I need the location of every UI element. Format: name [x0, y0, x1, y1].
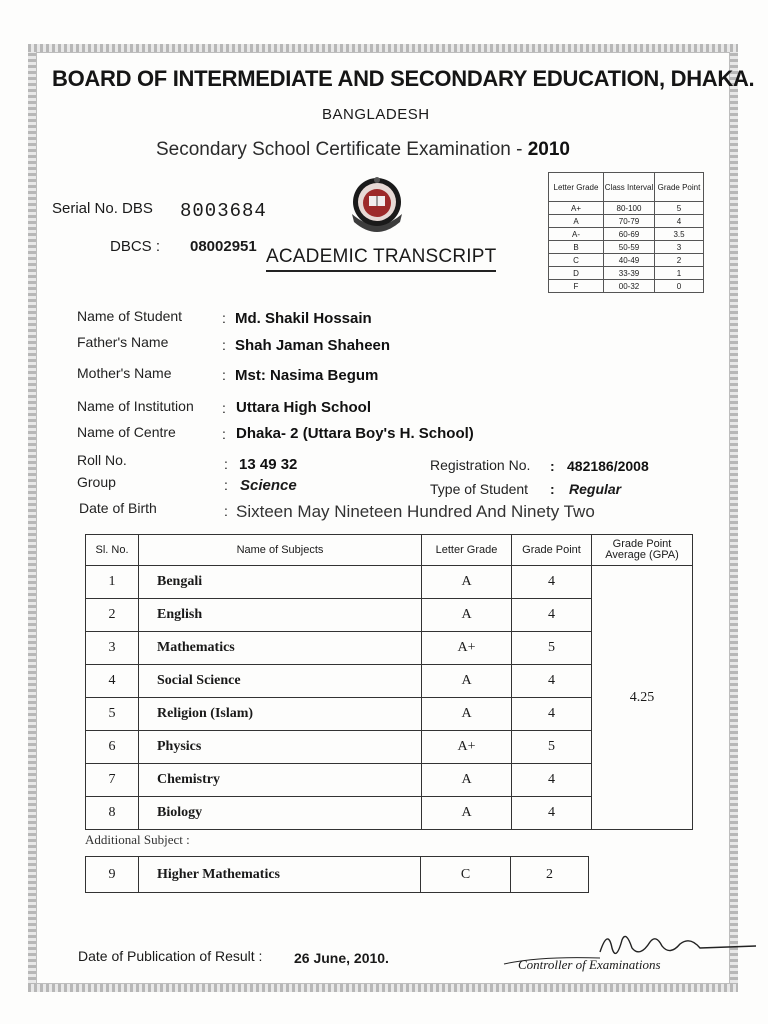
centre-label: Name of Centre	[77, 424, 176, 440]
row-point: 4	[512, 566, 592, 599]
serial-label: Serial No. DBS	[52, 200, 153, 217]
row-sl: 7	[86, 764, 139, 797]
roll-label: Roll No.	[77, 452, 127, 468]
row-grade: A+	[422, 731, 512, 764]
colon: :	[550, 458, 555, 474]
row-grade: A	[422, 797, 512, 830]
row-grade: A	[422, 665, 512, 698]
colon: :	[224, 477, 228, 493]
colon: :	[222, 310, 226, 326]
row-subject: English	[139, 599, 422, 632]
row-sl: 4	[86, 665, 139, 698]
row-point: 4	[512, 698, 592, 731]
additional-subject-table	[85, 856, 589, 893]
row-grade: C	[421, 857, 511, 893]
row-grade: A	[422, 599, 512, 632]
exam-name: Secondary School Certificate Examination -	[156, 139, 528, 160]
colon: :	[222, 367, 226, 383]
registration-number: 482186/2008	[567, 458, 649, 474]
date-of-birth: Sixteen May Nineteen Hundred And Ninety Two	[236, 502, 595, 521]
exam-year: 2010	[527, 139, 571, 160]
row-subject: Physics	[139, 731, 422, 764]
row-point: 5	[512, 731, 592, 764]
row-sl: 3	[86, 632, 139, 665]
row-point: 5	[512, 632, 592, 665]
student-name: Md. Shakil Hossain	[235, 310, 372, 327]
row-subject: Chemistry	[139, 764, 422, 797]
row-grade: A+	[422, 632, 512, 665]
colon: :	[222, 426, 226, 442]
row-point: 4	[512, 599, 592, 632]
document-title: ACADEMIC TRANSCRIPT	[266, 246, 496, 272]
centre-name: Dhaka- 2 (Uttara Boy's H. School)	[236, 425, 474, 442]
board-title: BOARD OF INTERMEDIATE AND SECONDARY EDUCATION, DHAKA.	[52, 66, 755, 91]
scale-cell: F	[549, 280, 604, 293]
row-sl: 1	[86, 566, 139, 599]
gpa-value: 4.25	[592, 566, 693, 830]
table-row	[86, 857, 589, 893]
dbcs-label: DBCS :	[110, 238, 161, 255]
header-grade-point: Grade Point	[512, 535, 592, 566]
student-type: Regular	[569, 481, 622, 497]
publication-date: 26 June, 2010.	[294, 950, 389, 966]
dob-label: Date of Birth	[79, 500, 157, 516]
serial-number: 8003684	[180, 200, 267, 222]
header-gpa: Grade Point Average (GPA)	[592, 535, 693, 566]
scale-cell: A	[549, 215, 604, 228]
row-point: 4	[512, 665, 592, 698]
exam-title	[156, 139, 570, 161]
scale-cell: 0	[655, 280, 704, 293]
additional-subject-label: Additional Subject :	[85, 832, 190, 847]
country-name: BANGLADESH	[322, 106, 430, 123]
scale-cell: 00-32	[604, 280, 655, 293]
scale-cell: 1	[655, 267, 704, 280]
scale-cell: 4	[655, 215, 704, 228]
row-sl: 9	[86, 857, 139, 893]
row-subject: Mathematics	[139, 632, 422, 665]
subjects-table	[85, 534, 693, 830]
publication-label: Date of Publication of Result :	[78, 948, 263, 964]
institution-name: Uttara High School	[236, 399, 372, 416]
colon: :	[222, 337, 226, 353]
row-sl: 8	[86, 797, 139, 830]
colon: :	[222, 400, 226, 416]
scale-header-grade: Letter Grade	[549, 173, 604, 202]
scale-cell: 40-49	[604, 254, 655, 267]
scale-cell: C	[549, 254, 604, 267]
roll-number: 13 49 32	[239, 456, 298, 473]
colon: :	[550, 481, 555, 497]
row-point: 4	[512, 797, 592, 830]
group-value: Science	[240, 477, 297, 494]
mother-name: Mst: Nasima Begum	[235, 367, 379, 384]
mother-label: Mother's Name	[77, 365, 172, 381]
controller-title: Controller of Examinations	[518, 957, 661, 972]
row-sl: 5	[86, 698, 139, 731]
scale-cell: 3.5	[655, 228, 704, 241]
row-grade: A	[422, 566, 512, 599]
row-subject: Higher Mathematics	[139, 857, 421, 893]
student-name-label: Name of Student	[77, 308, 183, 324]
row-point: 4	[512, 764, 592, 797]
scale-header-interval: Class Interval	[604, 173, 655, 202]
scale-cell: 60-69	[604, 228, 655, 241]
row-point: 2	[511, 857, 589, 893]
institution-label: Name of Institution	[77, 398, 194, 414]
row-subject: Bengali	[139, 566, 422, 599]
scale-header-point: Grade Point	[655, 173, 704, 202]
header-subject: Name of Subjects	[139, 535, 422, 566]
student-type-label: Type of Student	[430, 481, 529, 497]
row-sl: 6	[86, 731, 139, 764]
row-subject: Social Science	[139, 665, 422, 698]
scale-cell: 5	[655, 202, 704, 215]
scale-cell: A-	[549, 228, 604, 241]
grade-scale-table	[548, 172, 704, 293]
header-sl: Sl. No.	[86, 535, 139, 566]
header-letter-grade: Letter Grade	[422, 535, 512, 566]
scale-cell: 70-79	[604, 215, 655, 228]
scale-cell: A+	[549, 202, 604, 215]
scale-cell: 80-100	[604, 202, 655, 215]
row-sl: 2	[86, 599, 139, 632]
scale-cell: 33-39	[604, 267, 655, 280]
dbcs-number: 08002951	[190, 238, 257, 255]
board-seal-icon	[346, 172, 408, 238]
row-subject: Biology	[139, 797, 422, 830]
scale-cell: 3	[655, 241, 704, 254]
colon: :	[224, 503, 228, 519]
registration-label: Registration No.	[430, 457, 531, 473]
table-row	[86, 566, 693, 599]
row-subject: Religion (Islam)	[139, 698, 422, 731]
group-label: Group	[77, 474, 116, 490]
scale-cell: B	[549, 241, 604, 254]
scale-cell: 2	[655, 254, 704, 267]
colon: :	[224, 456, 228, 472]
father-name: Shah Jaman Shaheen	[235, 337, 391, 354]
scale-cell: D	[549, 267, 604, 280]
scale-cell: 50-59	[604, 241, 655, 254]
father-label: Father's Name	[77, 334, 169, 350]
row-grade: A	[422, 698, 512, 731]
row-grade: A	[422, 764, 512, 797]
